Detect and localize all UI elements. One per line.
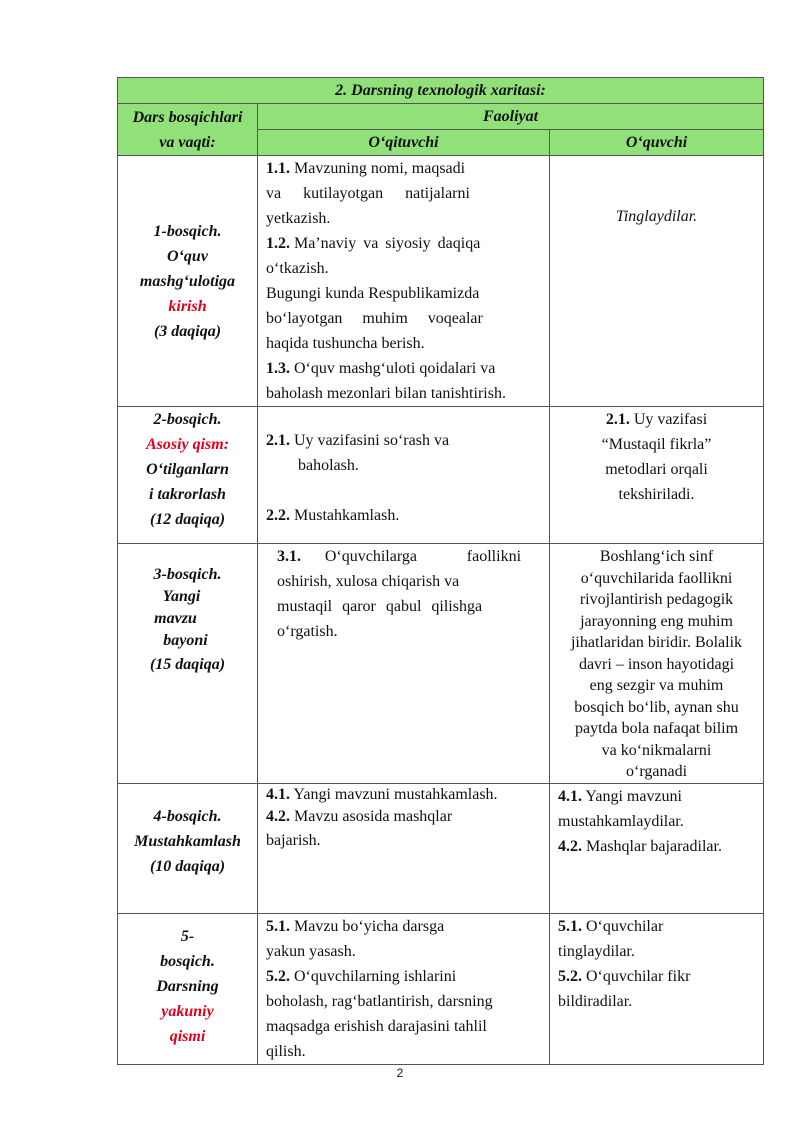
stage-header-line1: Dars bosqichlari xyxy=(132,108,243,126)
student-text: o‘rganadi xyxy=(626,763,688,780)
student-text: paytda bola nafaqat bilim xyxy=(574,720,739,737)
teacher-text: oshirish, xulosa chiqarish va xyxy=(277,573,460,590)
stage-2-label: 2-bosqich. xyxy=(153,411,222,428)
stage-2-line: O‘tilganlarn xyxy=(146,461,229,478)
stage-5-label: 5- xyxy=(180,927,195,945)
stage-4-teacher-cell xyxy=(258,783,550,913)
stage-header-line2: va vaqti: xyxy=(159,133,216,151)
teacher-text: Mavzu asosida mashqlar xyxy=(294,807,453,825)
teacher-text: Mustahkamlash. xyxy=(294,507,400,524)
stage-3-line: mavzu xyxy=(154,610,197,627)
teacher-text: yetkazish. xyxy=(266,210,331,227)
teacher-text: Uy vazifasini so‘rash va xyxy=(294,432,450,449)
stage-2-student-cell xyxy=(550,407,764,544)
stage-2-cell xyxy=(118,407,258,544)
table-row xyxy=(118,407,764,544)
student-text: jarayonning eng muhim xyxy=(580,612,733,630)
teacher-text: yakun yasash. xyxy=(266,942,356,960)
teacher-text: boholash, rag‘batlantirish, darsning xyxy=(266,992,493,1010)
student-text: bildiradilar. xyxy=(558,992,633,1010)
stage-3-student-cell xyxy=(550,544,764,784)
stage-2-highlight: Asosiy qism: xyxy=(145,436,230,453)
table-row xyxy=(118,156,764,407)
stage-2-duration: (12 daqiqa) xyxy=(149,511,226,528)
item-number: 1.2. xyxy=(266,235,290,252)
student-text: Mashqlar bajaradilar. xyxy=(586,837,722,855)
stage-4-duration: (10 daqiqa) xyxy=(149,857,226,875)
item-number: 5.2. xyxy=(558,967,582,985)
student-column-header: O‘quvchi xyxy=(550,130,764,156)
teacher-text: qilish. xyxy=(266,1042,306,1060)
table-row xyxy=(118,913,764,1064)
student-text: o‘quvchilarida faollikni xyxy=(580,569,733,587)
stage-3-duration: (15 daqiqa) xyxy=(149,656,226,673)
teacher-text: Mavzu bo‘yicha darsga xyxy=(294,917,445,935)
table-row xyxy=(118,783,764,913)
student-text: Uy vazifasi xyxy=(633,411,708,428)
stage-1-line: mashg‘ulotiga xyxy=(139,272,236,290)
item-number: 2.1. xyxy=(266,432,290,449)
teacher-text: Yangi mavzuni mustahkamlash. xyxy=(293,785,498,803)
stage-3-cell xyxy=(118,544,258,784)
item-number: 3.1. xyxy=(277,548,301,565)
stage-1-line: O‘quv xyxy=(167,247,208,265)
student-text: O‘quvchilar fikr xyxy=(586,967,691,985)
item-number: 4.2. xyxy=(266,807,290,825)
teacher-text: baholash. xyxy=(298,457,359,474)
stage-3-line: bayoni xyxy=(163,632,208,649)
item-number: 5.1. xyxy=(266,917,290,935)
table-title: 2. Darsning texnologik xaritasi: xyxy=(118,78,764,104)
teacher-text: o‘tkazish. xyxy=(266,260,329,277)
item-number: 5.1. xyxy=(558,917,582,935)
lesson-technology-map-table xyxy=(117,77,764,1065)
stage-1-highlight: kirish xyxy=(168,297,207,315)
item-number: 4.1. xyxy=(266,785,290,803)
stage-5-teacher-cell xyxy=(258,913,550,1064)
teacher-text: va kutilayotgan natijalarni xyxy=(266,185,470,202)
teacher-text: O‘quvchilarga faollikni xyxy=(324,548,522,565)
teacher-text: bajarish. xyxy=(266,831,321,849)
stage-1-cell xyxy=(118,156,258,407)
item-number: 1.1. xyxy=(266,160,290,177)
item-number: 5.2. xyxy=(266,967,290,985)
student-text: bosqich bo‘lib, aynan shu xyxy=(574,698,739,716)
stage-5-line: bosqich. xyxy=(160,952,215,970)
student-text: va ko‘nikmalarni xyxy=(601,741,712,759)
stage-5-line: Darsning xyxy=(156,977,219,995)
student-text: Tinglaydilar. xyxy=(615,208,698,225)
stage-1-duration: (3 daqiqa) xyxy=(153,322,222,340)
item-number: 4.2. xyxy=(558,837,582,855)
teacher-text: baholash mezonlari bilan tanishtirish. xyxy=(266,385,506,402)
student-text: “Mustaqil fikrla” xyxy=(601,436,712,453)
student-text: davri – inson hayotidagi xyxy=(578,655,735,673)
stage-4-cell xyxy=(118,783,258,913)
stage-1-teacher-cell xyxy=(258,156,550,407)
student-text: O‘quvchilar xyxy=(586,917,664,935)
stage-2-teacher-cell xyxy=(258,407,550,544)
stage-1-label: 1-bosqich. xyxy=(153,222,222,240)
activity-column-header: Faoliyat xyxy=(258,104,764,130)
teacher-column-header: O‘qituvchi xyxy=(258,130,550,156)
student-text: metodlari orqali xyxy=(605,461,708,478)
student-text: tinglaydilar. xyxy=(558,942,635,960)
stage-1-student-cell xyxy=(550,156,764,407)
stage-4-student-cell xyxy=(550,783,764,913)
table-row xyxy=(118,544,764,784)
stage-column-header xyxy=(118,104,258,156)
item-number: 4.1. xyxy=(558,787,582,805)
stage-5-cell xyxy=(118,913,258,1064)
stage-4-label: 4-bosqich. xyxy=(153,807,222,825)
student-text: eng sezgir va muhim xyxy=(589,677,724,694)
stage-2-line: i takrorlash xyxy=(149,486,226,503)
stage-5-student-cell xyxy=(550,913,764,1064)
teacher-text: Ma’naviy va siyosiy daqiqa xyxy=(294,235,481,252)
teacher-text: Bugungi kunda Respublikamizda xyxy=(266,285,480,302)
item-number: 1.3. xyxy=(266,360,290,377)
teacher-text: bo‘layotgan muhim voqealar xyxy=(266,310,483,327)
item-number: 2.2. xyxy=(266,507,290,524)
teacher-text: haqida tushuncha berish. xyxy=(266,335,425,352)
item-number: 2.1. xyxy=(605,411,630,428)
teacher-text: maqsadga erishish darajasini tahlil xyxy=(266,1017,487,1035)
student-text: rivojlantirish pedagogik xyxy=(579,591,734,608)
teacher-text: mustaqil qaror qabul qilishga xyxy=(277,598,483,615)
stage-5-highlight: yakuniy xyxy=(161,1002,214,1020)
student-text: Boshlang‘ich sinf xyxy=(599,548,714,565)
student-text: tekshiriladi. xyxy=(618,486,695,503)
stage-3-label: 3-bosqich. xyxy=(153,566,222,583)
teacher-text: o‘rgatish. xyxy=(277,623,338,640)
stage-3-teacher-cell xyxy=(258,544,550,784)
teacher-text: O‘quv mashg‘uloti qoidalari va xyxy=(294,360,496,377)
page-number: 2 xyxy=(396,1066,404,1080)
stage-3-line: Yangi xyxy=(162,588,201,605)
teacher-text: O‘quvchilarning ishlarini xyxy=(294,967,457,985)
stage-5-highlight: qismi xyxy=(169,1027,206,1045)
student-text: Yangi mavzuni xyxy=(585,787,682,805)
teacher-text: Mavzuning nomi, maqsadi xyxy=(294,160,466,177)
student-text: jihatlaridan biridir. Bolalik xyxy=(570,634,743,651)
student-text: mustahkamlaydilar. xyxy=(558,812,684,830)
stage-4-line: Mustahkamlash xyxy=(134,832,241,850)
